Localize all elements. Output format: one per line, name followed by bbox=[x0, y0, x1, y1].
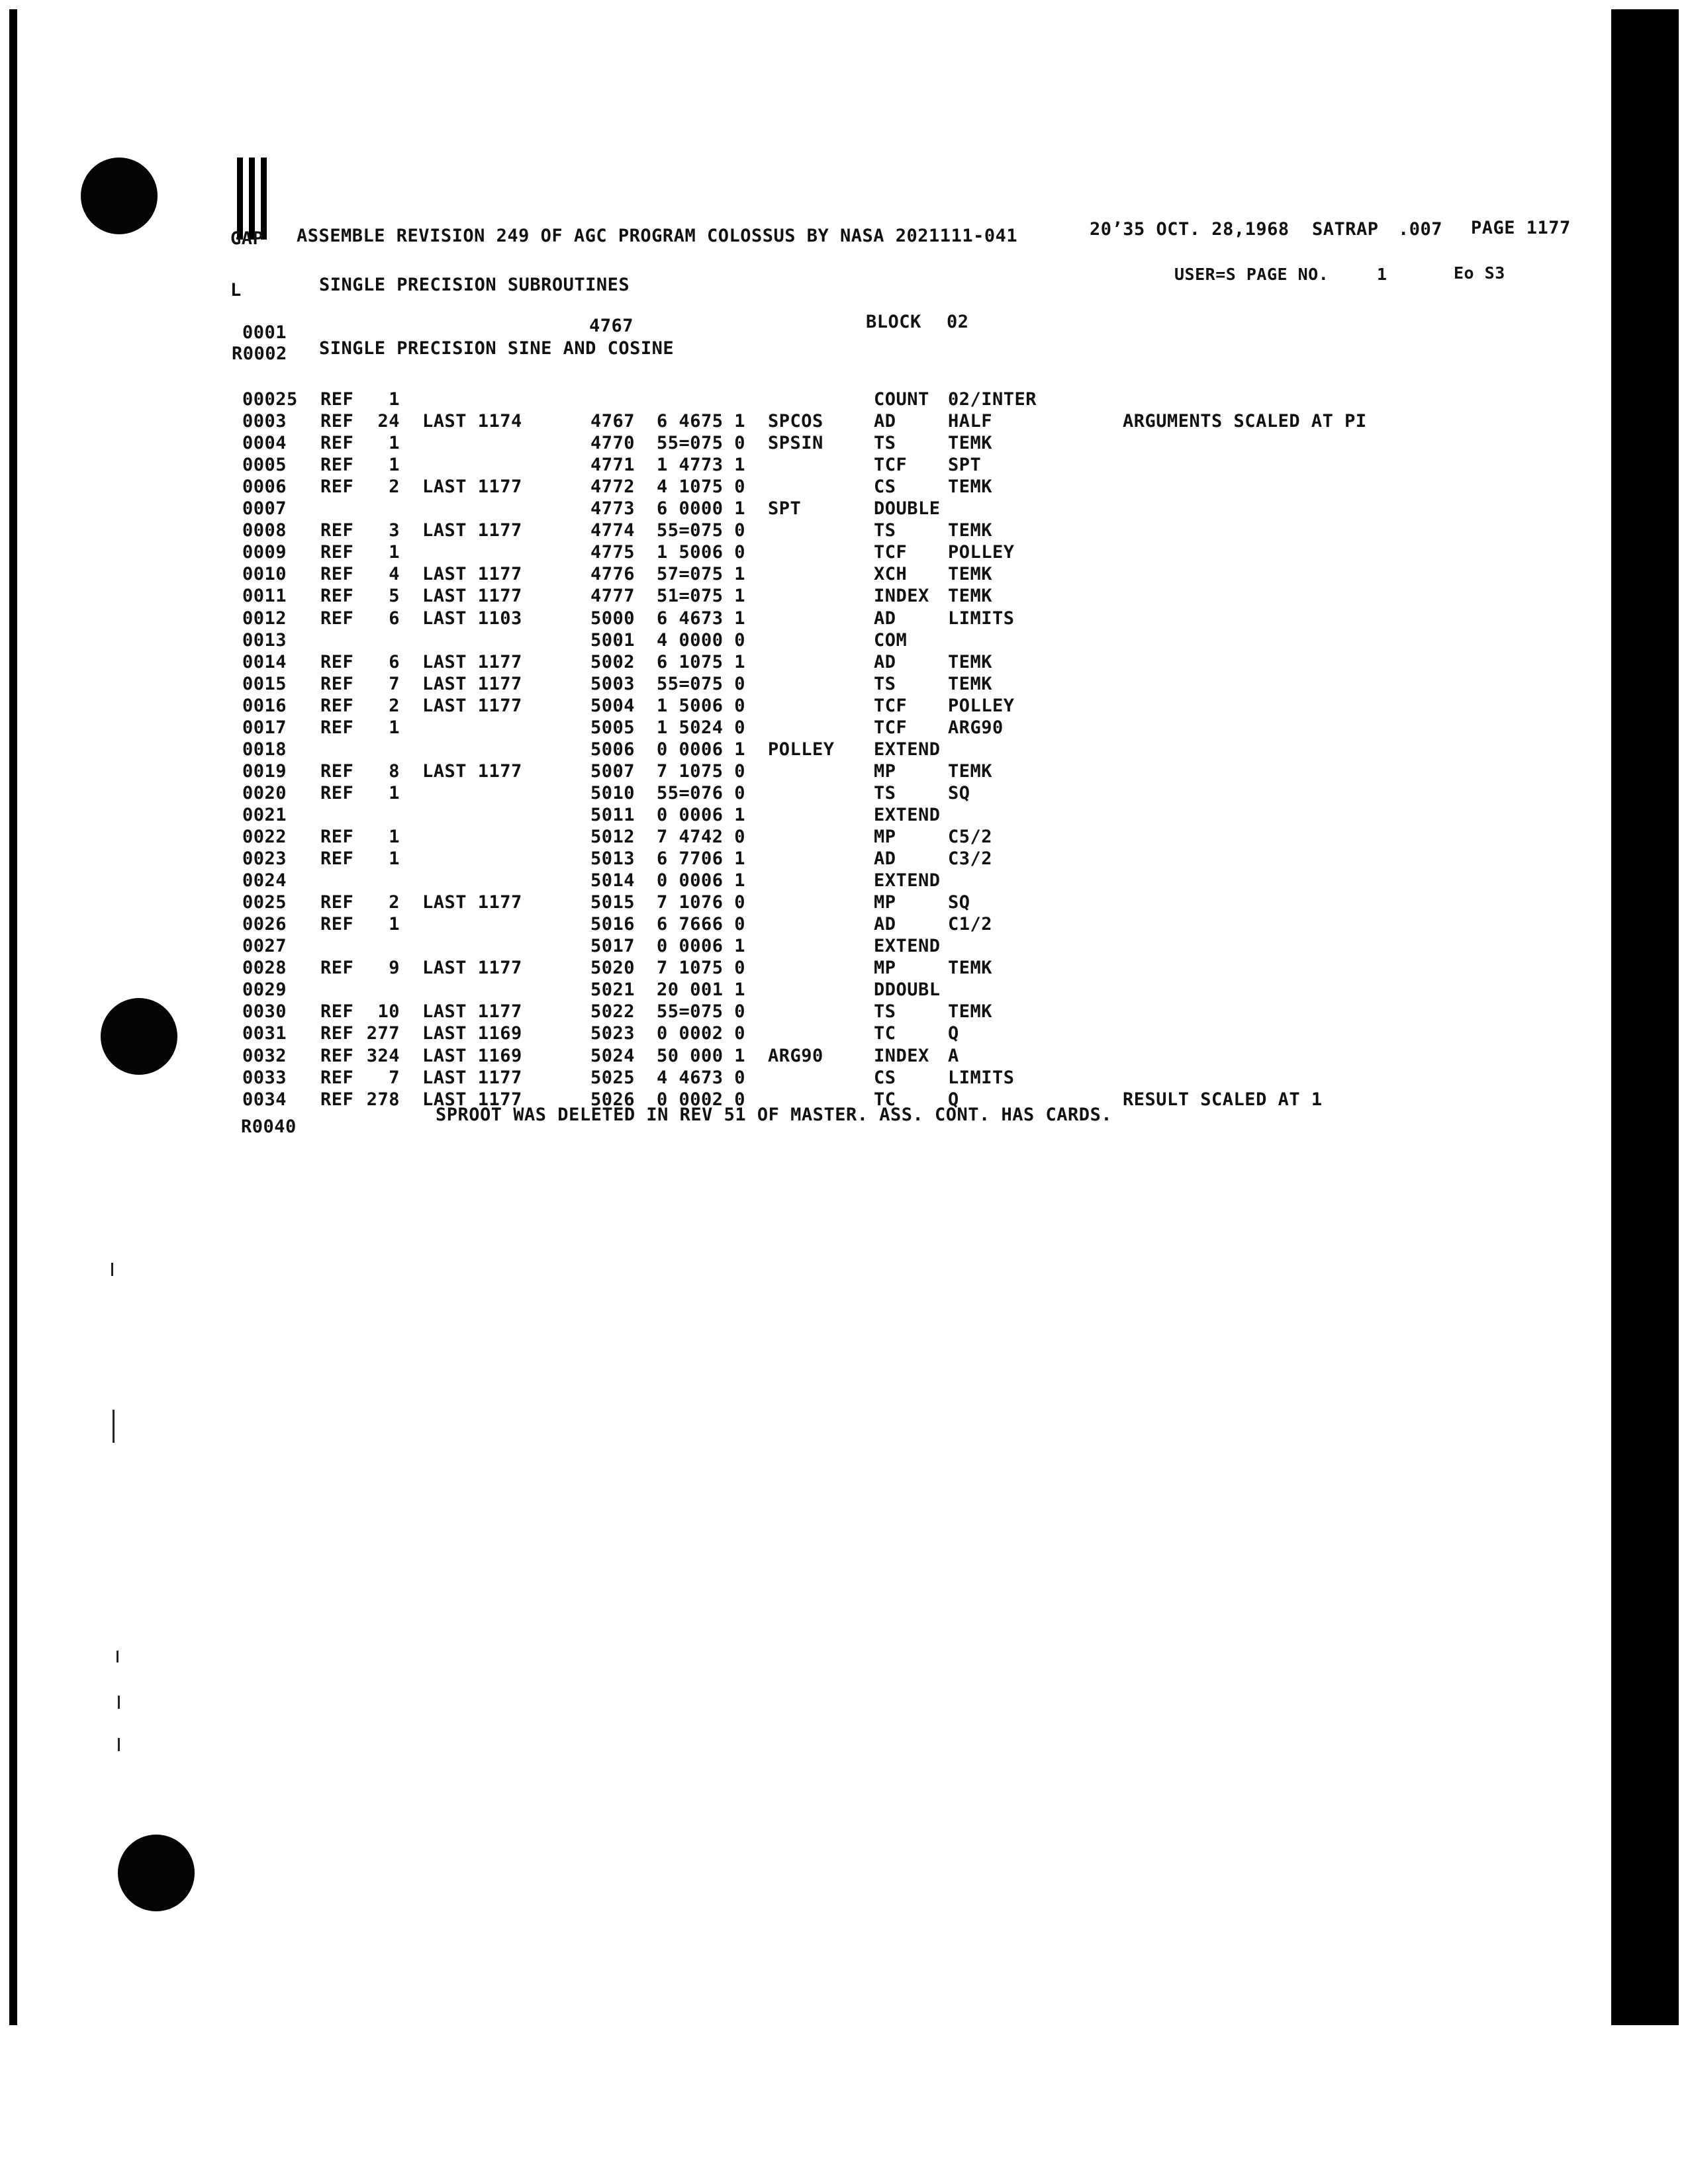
listing-row bbox=[0, 1068, 1456, 1089]
row-label: ARG90 bbox=[768, 1045, 823, 1066]
row-line-number: 0023 bbox=[242, 848, 287, 870]
row-line-number: 0017 bbox=[242, 717, 287, 738]
row-last-ref: LAST 1177 bbox=[422, 760, 522, 782]
row-address: 5022 bbox=[590, 1001, 635, 1023]
listing-row bbox=[0, 652, 1456, 673]
row-operand: SQ bbox=[948, 782, 970, 803]
stray-mark bbox=[113, 1410, 115, 1443]
listing-row bbox=[0, 958, 1456, 979]
listing-row bbox=[0, 914, 1456, 935]
row-octal-code: 1 5006 0 bbox=[657, 695, 746, 716]
row-ref: REF bbox=[320, 827, 354, 847]
row-label: SPCOS bbox=[768, 411, 823, 432]
row-ref-count: 10 bbox=[377, 1001, 400, 1023]
row-address: 5005 bbox=[590, 717, 635, 738]
row-ref: REF bbox=[320, 695, 354, 716]
header-satrap: SATRAP bbox=[1312, 219, 1379, 240]
row-ref-count: 7 bbox=[389, 673, 400, 694]
listing-row bbox=[0, 892, 1456, 913]
row-ref-count: 5 bbox=[389, 586, 400, 607]
row-address: 5000 bbox=[590, 608, 635, 629]
block-line-number-2: R0002 bbox=[232, 343, 287, 364]
row-line-number: 0027 bbox=[242, 936, 287, 957]
row-ref: REF bbox=[320, 958, 354, 979]
row-ref: REF bbox=[320, 608, 354, 629]
row-ref-count: 1 bbox=[389, 782, 400, 803]
user-page-label: USER=S PAGE NO. bbox=[1174, 265, 1329, 284]
row-last-ref: LAST 1177 bbox=[422, 1067, 522, 1088]
row-octal-code: 0 0006 1 bbox=[657, 936, 746, 957]
listing-row bbox=[0, 542, 1456, 563]
row-last-ref: LAST 1177 bbox=[422, 695, 522, 716]
row-line-number: 0022 bbox=[242, 827, 287, 847]
row-ref: REF bbox=[320, 914, 354, 935]
row-last-ref: LAST 1177 bbox=[422, 651, 522, 672]
row-operand: 02/INTER bbox=[948, 389, 1037, 410]
row-last-ref: LAST 1177 bbox=[422, 1089, 522, 1110]
row-line-number: 0019 bbox=[242, 760, 287, 782]
listing-row bbox=[0, 586, 1456, 607]
section-marker: L bbox=[230, 280, 242, 300]
row-address: 4774 bbox=[590, 520, 635, 541]
row-ref: REF bbox=[320, 1001, 354, 1023]
row-address: 5013 bbox=[590, 848, 635, 870]
row-ref-count: 6 bbox=[389, 651, 400, 672]
row-opcode: INDEX bbox=[874, 1045, 929, 1066]
row-ref-count: 1 bbox=[389, 542, 400, 563]
row-ref-count: 2 bbox=[389, 892, 400, 913]
row-opcode: EXTEND bbox=[874, 870, 941, 891]
row-ref: REF bbox=[320, 586, 354, 607]
row-octal-code: 6 0000 1 bbox=[657, 498, 746, 520]
row-opcode: TS bbox=[874, 520, 896, 541]
row-address: 5017 bbox=[590, 936, 635, 957]
listing-row bbox=[0, 433, 1456, 454]
row-label: SPSIN bbox=[768, 433, 823, 454]
row-address: 4771 bbox=[590, 455, 635, 476]
row-address: 5003 bbox=[590, 673, 635, 694]
row-ref: REF bbox=[320, 411, 354, 432]
row-address: 5025 bbox=[590, 1067, 635, 1088]
row-opcode: EXTEND bbox=[874, 739, 941, 760]
row-line-number: 0011 bbox=[242, 586, 287, 607]
row-last-ref: LAST 1177 bbox=[422, 673, 522, 694]
row-address: 4767 bbox=[590, 411, 635, 432]
row-operand: ARG90 bbox=[948, 717, 1004, 738]
row-line-number: 0005 bbox=[242, 455, 287, 476]
row-last-ref: LAST 1103 bbox=[422, 608, 522, 629]
block-number: 02 bbox=[947, 312, 969, 332]
row-opcode: MP bbox=[874, 892, 896, 913]
row-address: 5026 bbox=[590, 1089, 635, 1110]
header-datetime: 20’35 OCT. 28,1968 bbox=[1090, 219, 1289, 240]
row-octal-code: 0 0006 1 bbox=[657, 804, 746, 825]
row-comment: ARGUMENTS SCALED AT PI bbox=[1123, 411, 1367, 432]
row-opcode: TCF bbox=[874, 455, 908, 476]
row-line-number: 0025 bbox=[242, 892, 287, 913]
row-operand: Q bbox=[948, 1023, 959, 1044]
row-address: 5001 bbox=[590, 629, 635, 651]
row-address: 5020 bbox=[590, 958, 635, 979]
row-operand: Q bbox=[948, 1089, 959, 1110]
row-line-number: 0026 bbox=[242, 914, 287, 935]
row-octal-code: 1 5024 0 bbox=[657, 717, 746, 738]
listing-row bbox=[0, 411, 1456, 432]
header-eo-code: Eo S3 bbox=[1454, 263, 1505, 283]
row-ref-count: 24 bbox=[377, 411, 400, 432]
row-octal-code: 0 0006 1 bbox=[657, 739, 746, 760]
row-ref-count: 9 bbox=[389, 958, 400, 979]
listing-row bbox=[0, 564, 1456, 585]
row-octal-code: 7 1075 0 bbox=[657, 958, 746, 979]
block-label: BLOCK bbox=[866, 312, 921, 332]
row-ref: REF bbox=[320, 651, 354, 672]
row-line-number: 0029 bbox=[242, 979, 287, 1001]
row-line-number: 0009 bbox=[242, 542, 287, 563]
listing-row bbox=[0, 1023, 1456, 1044]
row-last-ref: LAST 1177 bbox=[422, 520, 522, 541]
row-operand: TEMK bbox=[948, 673, 993, 694]
row-ref-count: 6 bbox=[389, 608, 400, 629]
row-line-number: 0003 bbox=[242, 411, 287, 432]
row-octal-code: 4 4673 0 bbox=[657, 1067, 746, 1088]
row-last-ref: LAST 1177 bbox=[422, 586, 522, 607]
row-ref-count: 1 bbox=[389, 914, 400, 935]
row-line-number: 0032 bbox=[242, 1045, 287, 1066]
row-opcode: INDEX bbox=[874, 586, 929, 607]
row-ref: REF bbox=[320, 892, 354, 913]
row-octal-code: 55=075 0 bbox=[657, 1001, 746, 1023]
row-opcode: TC bbox=[874, 1023, 896, 1044]
row-octal-code: 4 1075 0 bbox=[657, 477, 746, 498]
listing-row bbox=[0, 608, 1456, 629]
row-line-number: 0014 bbox=[242, 651, 287, 672]
row-octal-code: 6 4673 1 bbox=[657, 608, 746, 629]
row-ref-count: 1 bbox=[389, 827, 400, 847]
row-line-number: 00025 bbox=[242, 389, 298, 410]
row-line-number: 0031 bbox=[242, 1023, 287, 1044]
stray-mark bbox=[118, 1696, 120, 1709]
listing-row bbox=[0, 805, 1456, 826]
punch-hole-bottom bbox=[118, 1835, 195, 1911]
row-line-number: 0028 bbox=[242, 958, 287, 979]
row-address: 5007 bbox=[590, 760, 635, 782]
row-ref: REF bbox=[320, 433, 354, 454]
row-opcode: AD bbox=[874, 411, 896, 432]
header-satrap-code: .007 bbox=[1398, 219, 1443, 240]
listing-row bbox=[0, 674, 1456, 695]
section-title: SINGLE PRECISION SUBROUTINES bbox=[319, 275, 630, 295]
row-opcode: CS bbox=[874, 1067, 896, 1088]
footer-line-number: R0040 bbox=[241, 1116, 297, 1137]
row-ref-count: 7 bbox=[389, 1067, 400, 1088]
row-operand: C5/2 bbox=[948, 827, 993, 847]
row-comment: RESULT SCALED AT 1 bbox=[1123, 1089, 1323, 1110]
listing-row bbox=[0, 783, 1456, 804]
row-octal-code: 6 4675 1 bbox=[657, 411, 746, 432]
row-ref-count: 2 bbox=[389, 477, 400, 498]
row-opcode: AD bbox=[874, 651, 896, 672]
listing-row bbox=[0, 870, 1456, 891]
row-ref-count: 1 bbox=[389, 717, 400, 738]
row-address: 4776 bbox=[590, 564, 635, 585]
row-operand: LIMITS bbox=[948, 1067, 1015, 1088]
row-octal-code: 1 5006 0 bbox=[657, 542, 746, 563]
row-octal-code: 55=076 0 bbox=[657, 782, 746, 803]
row-opcode: TS bbox=[874, 673, 896, 694]
row-ref: REF bbox=[320, 564, 354, 585]
binder-marks bbox=[237, 158, 270, 240]
row-ref-count: 2 bbox=[389, 695, 400, 716]
row-ref: REF bbox=[320, 782, 354, 803]
row-ref: REF bbox=[320, 717, 354, 738]
row-operand: C3/2 bbox=[948, 848, 993, 870]
row-ref: REF bbox=[320, 455, 354, 476]
row-last-ref: LAST 1169 bbox=[422, 1045, 522, 1066]
row-operand: TEMK bbox=[948, 477, 993, 498]
row-ref: REF bbox=[320, 1089, 354, 1110]
listing-row bbox=[0, 739, 1456, 760]
row-octal-code: 1 4773 1 bbox=[657, 455, 746, 476]
row-opcode: EXTEND bbox=[874, 936, 941, 957]
row-last-ref: LAST 1177 bbox=[422, 958, 522, 979]
row-ref-count: 8 bbox=[389, 760, 400, 782]
row-operand: TEMK bbox=[948, 958, 993, 979]
row-ref: REF bbox=[320, 760, 354, 782]
row-opcode: TS bbox=[874, 433, 896, 454]
row-address: 5010 bbox=[590, 782, 635, 803]
row-line-number: 0015 bbox=[242, 673, 287, 694]
row-address: 5011 bbox=[590, 804, 635, 825]
row-address: 4772 bbox=[590, 477, 635, 498]
row-operand: TEMK bbox=[948, 520, 993, 541]
row-opcode: TS bbox=[874, 782, 896, 803]
row-address: 5023 bbox=[590, 1023, 635, 1044]
row-opcode: DOUBLE bbox=[874, 498, 941, 520]
row-operand: TEMK bbox=[948, 564, 993, 585]
row-address: 5002 bbox=[590, 651, 635, 672]
row-octal-code: 0 0006 1 bbox=[657, 870, 746, 891]
listing-row bbox=[0, 520, 1456, 541]
row-ref: REF bbox=[320, 673, 354, 694]
row-opcode: MP bbox=[874, 958, 896, 979]
row-opcode: AD bbox=[874, 608, 896, 629]
row-operand: TEMK bbox=[948, 433, 993, 454]
row-line-number: 0020 bbox=[242, 782, 287, 803]
listing-row bbox=[0, 717, 1456, 739]
row-octal-code: 6 7666 0 bbox=[657, 914, 746, 935]
row-operand: C1/2 bbox=[948, 914, 993, 935]
row-last-ref: LAST 1177 bbox=[422, 477, 522, 498]
row-label: POLLEY bbox=[768, 739, 835, 760]
row-ref: REF bbox=[320, 477, 354, 498]
row-line-number: 0006 bbox=[242, 477, 287, 498]
row-opcode: TCF bbox=[874, 542, 908, 563]
row-opcode: TS bbox=[874, 1001, 896, 1023]
row-operand: HALF bbox=[948, 411, 993, 432]
row-octal-code: 4 0000 0 bbox=[657, 629, 746, 651]
row-line-number: 0010 bbox=[242, 564, 287, 585]
row-line-number: 0018 bbox=[242, 739, 287, 760]
user-page-number: 1 bbox=[1377, 265, 1387, 284]
block-heading: SINGLE PRECISION SINE AND COSINE bbox=[319, 338, 675, 359]
row-operand: TEMK bbox=[948, 586, 993, 607]
row-line-number: 0034 bbox=[242, 1089, 287, 1110]
row-octal-code: 55=075 0 bbox=[657, 673, 746, 694]
row-last-ref: LAST 1169 bbox=[422, 1023, 522, 1044]
header-title: ASSEMBLE REVISION 249 OF AGC PROGRAM COLOSSUS BY NASA 2021111-041 bbox=[297, 226, 1018, 246]
listing-row bbox=[0, 477, 1456, 498]
row-opcode: COM bbox=[874, 629, 908, 651]
row-ref-count: 1 bbox=[389, 455, 400, 476]
listing-row bbox=[0, 761, 1456, 782]
row-opcode: EXTEND bbox=[874, 804, 941, 825]
row-opcode: XCH bbox=[874, 564, 908, 585]
row-operand: LIMITS bbox=[948, 608, 1015, 629]
row-operand: POLLEY bbox=[948, 542, 1015, 563]
row-octal-code: 51=075 1 bbox=[657, 586, 746, 607]
listing-row bbox=[0, 389, 1456, 410]
row-octal-code: 7 4742 0 bbox=[657, 827, 746, 847]
stray-mark bbox=[118, 1738, 120, 1751]
row-last-ref: LAST 1177 bbox=[422, 892, 522, 913]
row-address: 5004 bbox=[590, 695, 635, 716]
row-line-number: 0024 bbox=[242, 870, 287, 891]
row-opcode: CS bbox=[874, 477, 896, 498]
row-address: 5016 bbox=[590, 914, 635, 935]
row-address: 5024 bbox=[590, 1045, 635, 1066]
row-opcode: TC bbox=[874, 1089, 896, 1110]
row-operand: POLLEY bbox=[948, 695, 1015, 716]
listing-row bbox=[0, 696, 1456, 717]
row-opcode: TCF bbox=[874, 717, 908, 738]
row-line-number: 0004 bbox=[242, 433, 287, 454]
row-octal-code: 55=075 0 bbox=[657, 433, 746, 454]
row-last-ref: LAST 1177 bbox=[422, 1001, 522, 1023]
row-octal-code: 0 0002 0 bbox=[657, 1023, 746, 1044]
row-ref: REF bbox=[320, 520, 354, 541]
row-address: 5014 bbox=[590, 870, 635, 891]
row-octal-code: 0 0002 0 bbox=[657, 1089, 746, 1110]
row-ref-count: 4 bbox=[389, 564, 400, 585]
block-line-number: 0001 bbox=[242, 322, 287, 343]
listing-row bbox=[0, 498, 1456, 520]
row-opcode: COUNT bbox=[874, 389, 929, 410]
row-operand: SQ bbox=[948, 892, 970, 913]
row-line-number: 0007 bbox=[242, 498, 287, 520]
listing-row bbox=[0, 979, 1456, 1001]
row-opcode: AD bbox=[874, 914, 896, 935]
row-ref-count: 278 bbox=[366, 1089, 400, 1110]
row-octal-code: 7 1076 0 bbox=[657, 892, 746, 913]
row-ref-count: 1 bbox=[389, 389, 400, 410]
row-ref-count: 1 bbox=[389, 848, 400, 870]
row-ref-count: 324 bbox=[366, 1045, 400, 1066]
row-address: 5012 bbox=[590, 827, 635, 847]
row-ref: REF bbox=[320, 1045, 354, 1066]
row-octal-code: 7 1075 0 bbox=[657, 760, 746, 782]
row-ref-count: 1 bbox=[389, 433, 400, 454]
stray-mark bbox=[117, 1651, 118, 1662]
row-ref: REF bbox=[320, 1023, 354, 1044]
row-line-number: 0013 bbox=[242, 629, 287, 651]
row-ref: REF bbox=[320, 1067, 354, 1088]
listing-row bbox=[0, 848, 1456, 870]
row-last-ref: LAST 1177 bbox=[422, 564, 522, 585]
row-operand: A bbox=[948, 1045, 959, 1066]
row-line-number: 0030 bbox=[242, 1001, 287, 1023]
row-address: 4775 bbox=[590, 542, 635, 563]
row-operand: TEMK bbox=[948, 760, 993, 782]
listing-row bbox=[0, 630, 1456, 651]
row-octal-code: 6 7706 1 bbox=[657, 848, 746, 870]
row-address: 4773 bbox=[590, 498, 635, 520]
row-opcode: TCF bbox=[874, 695, 908, 716]
row-address: 5015 bbox=[590, 892, 635, 913]
row-address: 4770 bbox=[590, 433, 635, 454]
row-line-number: 0033 bbox=[242, 1067, 287, 1088]
scan-right-edge bbox=[1611, 9, 1679, 2025]
row-line-number: 0012 bbox=[242, 608, 287, 629]
row-opcode: MP bbox=[874, 827, 896, 847]
listing-row bbox=[0, 1046, 1456, 1067]
row-octal-code: 57=075 1 bbox=[657, 564, 746, 585]
row-octal-code: 55=075 0 bbox=[657, 520, 746, 541]
row-ref-count: 3 bbox=[389, 520, 400, 541]
row-address: 5006 bbox=[590, 739, 635, 760]
row-ref: REF bbox=[320, 389, 354, 410]
row-line-number: 0021 bbox=[242, 804, 287, 825]
row-operand: SPT bbox=[948, 455, 982, 476]
listing-row bbox=[0, 936, 1456, 957]
row-last-ref: LAST 1174 bbox=[422, 411, 522, 432]
row-octal-code: 20 001 1 bbox=[657, 979, 746, 1001]
row-octal-code: 6 1075 1 bbox=[657, 651, 746, 672]
row-operand: TEMK bbox=[948, 651, 993, 672]
header-page: PAGE 1177 bbox=[1471, 218, 1571, 238]
row-address: 5021 bbox=[590, 979, 635, 1001]
row-ref: REF bbox=[320, 542, 354, 563]
listing-row bbox=[0, 827, 1456, 848]
row-line-number: 0016 bbox=[242, 695, 287, 716]
row-opcode: AD bbox=[874, 848, 896, 870]
row-ref: REF bbox=[320, 848, 354, 870]
header-prefix: GAP bbox=[230, 228, 264, 249]
row-operand: TEMK bbox=[948, 1001, 993, 1023]
footer-note: SPROOT WAS DELETED IN REV 51 OF MASTER. ASS. CONT. HAS CARDS. bbox=[436, 1105, 1113, 1125]
row-opcode: DDOUBL bbox=[874, 979, 941, 1001]
stray-mark bbox=[111, 1263, 113, 1276]
row-line-number: 0008 bbox=[242, 520, 287, 541]
row-opcode: MP bbox=[874, 760, 896, 782]
punch-hole-top bbox=[81, 158, 158, 234]
listing-row bbox=[0, 1001, 1456, 1023]
block-address: 4767 bbox=[589, 316, 634, 336]
listing-row bbox=[0, 455, 1456, 476]
row-label: SPT bbox=[768, 498, 802, 520]
row-octal-code: 50 000 1 bbox=[657, 1045, 746, 1066]
row-ref-count: 277 bbox=[366, 1023, 400, 1044]
row-address: 4777 bbox=[590, 586, 635, 607]
